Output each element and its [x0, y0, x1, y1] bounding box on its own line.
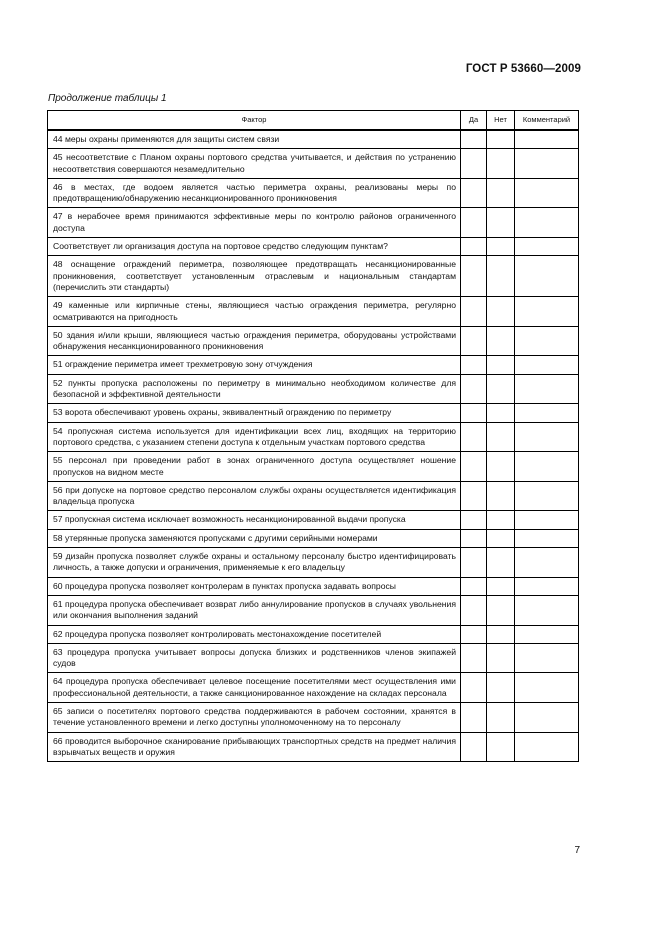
- comment-cell[interactable]: [515, 529, 579, 547]
- factor-cell: 59 дизайн пропуска позволяет службе охраны и остальному персоналу быстро идентифицировать личность, а также допуски и ограничения, применяемые к его владельцу: [48, 548, 461, 578]
- no-cell[interactable]: [487, 326, 515, 356]
- table-body: [48, 130, 579, 762]
- table-row: [48, 702, 579, 732]
- comment-cell[interactable]: [515, 374, 579, 404]
- column-header-comment: Комментарий: [515, 111, 579, 131]
- no-cell[interactable]: [487, 595, 515, 625]
- table-row: [48, 577, 579, 595]
- comment-cell[interactable]: [515, 404, 579, 422]
- no-cell[interactable]: [487, 178, 515, 208]
- yes-cell[interactable]: [461, 511, 487, 529]
- column-header-no: Нет: [487, 111, 515, 131]
- table-row: [48, 238, 579, 256]
- yes-cell[interactable]: [461, 149, 487, 179]
- table-row: [48, 732, 579, 762]
- table-row: [48, 673, 579, 703]
- no-cell[interactable]: [487, 643, 515, 673]
- comment-cell[interactable]: [515, 702, 579, 732]
- factor-cell: 51 ограждение периметра имеет трехметровую зону отчуждения: [48, 356, 461, 374]
- no-cell[interactable]: [487, 529, 515, 547]
- comment-cell[interactable]: [515, 577, 579, 595]
- comment-cell[interactable]: [515, 208, 579, 238]
- comment-cell[interactable]: [515, 256, 579, 297]
- table-row: [48, 326, 579, 356]
- yes-cell[interactable]: [461, 326, 487, 356]
- yes-cell[interactable]: [461, 452, 487, 482]
- comment-cell[interactable]: [515, 149, 579, 179]
- yes-cell[interactable]: [461, 422, 487, 452]
- no-cell[interactable]: [487, 356, 515, 374]
- comment-cell[interactable]: [515, 297, 579, 327]
- comment-cell[interactable]: [515, 356, 579, 374]
- factor-cell: 45 несоответствие с Планом охраны портового средства учитывается, и действия по устранению несоответствия совершаются незамедлительно: [48, 149, 461, 179]
- comment-cell[interactable]: [515, 548, 579, 578]
- no-cell[interactable]: [487, 732, 515, 762]
- factor-cell: 65 записи о посетителях портового средства поддерживаются в рабочем состоянии, хранятся в течение установленного времени и легко доступны уполномоченному на то персоналу: [48, 702, 461, 732]
- no-cell[interactable]: [487, 238, 515, 256]
- page-number: 7: [574, 845, 580, 856]
- no-cell[interactable]: [487, 404, 515, 422]
- no-cell[interactable]: [487, 452, 515, 482]
- yes-cell[interactable]: [461, 481, 487, 511]
- comment-cell[interactable]: [515, 178, 579, 208]
- no-cell[interactable]: [487, 673, 515, 703]
- no-cell[interactable]: [487, 548, 515, 578]
- comment-cell[interactable]: [515, 452, 579, 482]
- comment-cell[interactable]: [515, 625, 579, 643]
- no-cell[interactable]: [487, 625, 515, 643]
- factor-cell: 50 здания и/или крыши, являющиеся частью ограждения периметра, оборудованы устройствами обнаружения несанкционированного проникновения: [48, 326, 461, 356]
- yes-cell[interactable]: [461, 643, 487, 673]
- factor-cell: 58 утерянные пропуска заменяются пропусками с другими серийными номерами: [48, 529, 461, 547]
- yes-cell[interactable]: [461, 577, 487, 595]
- table-row: [48, 356, 579, 374]
- table-row: [48, 529, 579, 547]
- table-row: [48, 256, 579, 297]
- yes-cell[interactable]: [461, 673, 487, 703]
- no-cell[interactable]: [487, 374, 515, 404]
- table-row: [48, 130, 579, 149]
- comment-cell[interactable]: [515, 238, 579, 256]
- yes-cell[interactable]: [461, 238, 487, 256]
- yes-cell[interactable]: [461, 130, 487, 149]
- yes-cell[interactable]: [461, 548, 487, 578]
- comment-cell[interactable]: [515, 732, 579, 762]
- factor-cell: 46 в местах, где водоем является частью периметра охраны, реализованы меры по предотвращению/обнаружению несанкционированного проникновения: [48, 178, 461, 208]
- factor-cell: 57 пропускная система исключает возможность несанкционированной выдачи пропуска: [48, 511, 461, 529]
- factor-cell: 62 процедура пропуска позволяет контролировать местонахождение посетителей: [48, 625, 461, 643]
- comment-cell[interactable]: [515, 481, 579, 511]
- factor-cell: 48 оснащение ограждений периметра, позволяющее предотвращать несанкционированные проникновения, соответствует установленным отраслевым и национальным стандартам (перечислить эти стандарты): [48, 256, 461, 297]
- no-cell[interactable]: [487, 149, 515, 179]
- factors-table: [47, 110, 579, 762]
- table-header-row: [48, 111, 579, 131]
- table-row: [48, 625, 579, 643]
- table-row: [48, 595, 579, 625]
- yes-cell[interactable]: [461, 595, 487, 625]
- factor-cell: 60 процедура пропуска позволяет контролерам в пунктах пропуска задавать вопросы: [48, 577, 461, 595]
- no-cell[interactable]: [487, 702, 515, 732]
- yes-cell[interactable]: [461, 178, 487, 208]
- factor-cell: 66 проводится выборочное сканирование прибывающих транспортных средств на предмет наличия взрывчатых веществ и оружия: [48, 732, 461, 762]
- yes-cell[interactable]: [461, 625, 487, 643]
- table-row: [48, 548, 579, 578]
- table-row: [48, 452, 579, 482]
- table-caption: Продолжение таблицы 1: [48, 93, 167, 104]
- factor-cell: 53 ворота обеспечивают уровень охраны, эквивалентный ограждению по периметру: [48, 404, 461, 422]
- factor-cell: 55 персонал при проведении работ в зонах ограниченного доступа осуществляет ношение пропусков на видном месте: [48, 452, 461, 482]
- no-cell[interactable]: [487, 481, 515, 511]
- yes-cell[interactable]: [461, 374, 487, 404]
- factor-cell: 64 процедура пропуска обеспечивает целевое посещение посетителями мест осуществления ими профессиональной деятельности, а также санкционированное нахождение на складах персонала: [48, 673, 461, 703]
- yes-cell[interactable]: [461, 702, 487, 732]
- no-cell[interactable]: [487, 256, 515, 297]
- no-cell[interactable]: [487, 422, 515, 452]
- factor-cell: 63 процедура пропуска учитывает вопросы допуска близких и родственников членов экипажей судов: [48, 643, 461, 673]
- comment-cell[interactable]: [515, 673, 579, 703]
- comment-cell[interactable]: [515, 511, 579, 529]
- yes-cell[interactable]: [461, 297, 487, 327]
- table-row: [48, 404, 579, 422]
- factor-cell: 54 пропускная система используется для идентификации всех лиц, входящих на территорию портового средства, с указанием степени доступа к отдельным участкам портового средства: [48, 422, 461, 452]
- table-row: [48, 481, 579, 511]
- column-header-yes: Да: [461, 111, 487, 131]
- table-row: [48, 178, 579, 208]
- yes-cell[interactable]: [461, 356, 487, 374]
- yes-cell[interactable]: [461, 529, 487, 547]
- no-cell[interactable]: [487, 130, 515, 149]
- factor-cell: Соответствует ли организация доступа на портовое средство следующим пунктам?: [48, 238, 461, 256]
- yes-cell[interactable]: [461, 256, 487, 297]
- document-code: ГОСТ Р 53660—2009: [465, 63, 581, 75]
- comment-cell[interactable]: [515, 595, 579, 625]
- table-row: [48, 149, 579, 179]
- comment-cell[interactable]: [515, 326, 579, 356]
- no-cell[interactable]: [487, 577, 515, 595]
- factor-cell: 61 процедура пропуска обеспечивает возврат либо аннулирование пропусков в случаях увольнения или окончания выполнения заданий: [48, 595, 461, 625]
- comment-cell[interactable]: [515, 422, 579, 452]
- factor-cell: 47 в нерабочее время принимаются эффективные меры по контролю районов ограниченного доступа: [48, 208, 461, 238]
- no-cell[interactable]: [487, 511, 515, 529]
- column-header-factor: Фактор: [48, 111, 461, 131]
- table-row: [48, 511, 579, 529]
- table-row: [48, 643, 579, 673]
- comment-cell[interactable]: [515, 130, 579, 149]
- factor-cell: 49 каменные или кирпичные стены, являющиеся частью ограждения периметра, регулярно осматриваются на пригодность: [48, 297, 461, 327]
- factor-cell: 44 меры охраны применяются для защиты систем связи: [48, 130, 461, 149]
- factor-cell: 52 пункты пропуска расположены по периметру в минимально необходимом количестве для безопасной и эффективной деятельности: [48, 374, 461, 404]
- table-row: [48, 208, 579, 238]
- factor-cell: 56 при допуске на портовое средство персоналом службы охраны осуществляется идентификация владельца пропуска: [48, 481, 461, 511]
- table-row: [48, 374, 579, 404]
- no-cell[interactable]: [487, 208, 515, 238]
- comment-cell[interactable]: [515, 643, 579, 673]
- no-cell[interactable]: [487, 297, 515, 327]
- yes-cell[interactable]: [461, 732, 487, 762]
- table-row: [48, 422, 579, 452]
- table-row: [48, 297, 579, 327]
- yes-cell[interactable]: [461, 404, 487, 422]
- yes-cell[interactable]: [461, 208, 487, 238]
